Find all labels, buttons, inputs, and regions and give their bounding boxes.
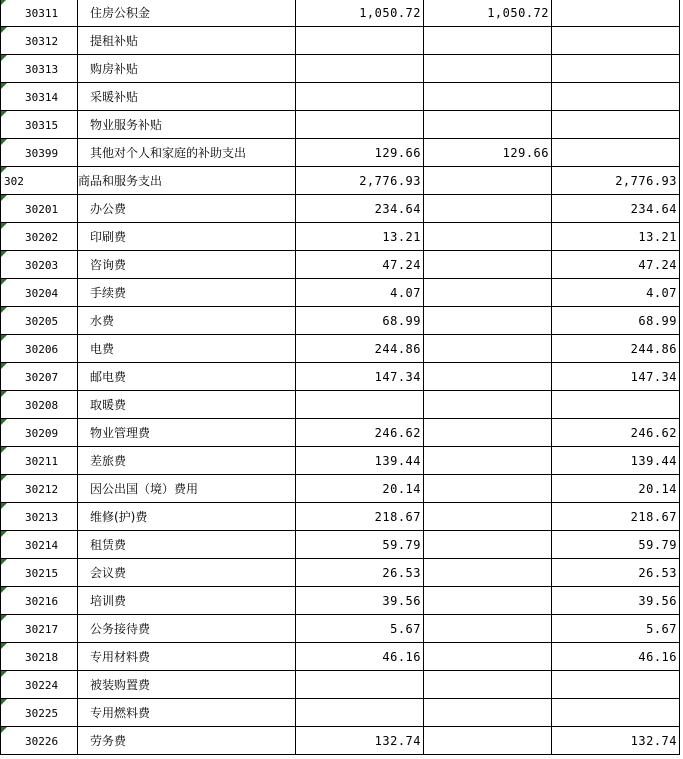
account-name-text: 电费: [90, 342, 115, 356]
amount-basic-cell[interactable]: [424, 475, 552, 503]
amount-project-cell[interactable]: [552, 27, 680, 55]
account-code-text: 30224: [25, 678, 59, 692]
amount-project-cell[interactable]: [552, 0, 680, 27]
table-row: [1, 447, 680, 475]
amount-total-text: 26.53: [382, 565, 421, 580]
amount-total-text: 13.21: [382, 229, 421, 244]
account-name-cell[interactable]: [78, 27, 296, 55]
cell-marker-icon: [1, 447, 7, 453]
account-name-text: 会议费: [90, 566, 127, 580]
amount-project-cell[interactable]: [552, 279, 680, 307]
account-name-cell[interactable]: [78, 195, 296, 223]
amount-total-cell[interactable]: [296, 111, 424, 139]
table-row: [1, 27, 680, 55]
account-code-text: 30205: [25, 314, 59, 328]
account-name-text: 住房公积金: [90, 6, 151, 20]
amount-basic-cell[interactable]: [424, 531, 552, 559]
account-code-cell[interactable]: [1, 251, 78, 279]
amount-project-cell[interactable]: [552, 139, 680, 167]
account-code-text: 30315: [25, 118, 59, 132]
account-name-text: 手续费: [90, 286, 127, 300]
account-name-cell[interactable]: [78, 531, 296, 559]
account-name-text: 培训费: [90, 594, 127, 608]
account-code-text: 30207: [25, 370, 59, 384]
account-code-cell[interactable]: [1, 419, 78, 447]
amount-project-text: 68.99: [638, 313, 677, 328]
amount-project-text: 4.07: [646, 285, 677, 300]
account-name-cell[interactable]: [78, 671, 296, 699]
account-code-text: 30209: [25, 426, 59, 440]
cell-marker-icon: [1, 363, 7, 369]
table-row: [1, 195, 680, 223]
amount-project-cell[interactable]: [552, 503, 680, 531]
amount-basic-cell[interactable]: [424, 335, 552, 363]
account-name-cell[interactable]: [78, 55, 296, 83]
account-name-text: 其他对个人和家庭的补助支出: [90, 146, 247, 160]
account-code-cell[interactable]: [1, 699, 78, 727]
account-code-text: 30202: [25, 230, 59, 244]
amount-basic-text: 1,050.72: [487, 5, 549, 20]
cell-marker-icon: [1, 279, 7, 285]
cell-marker-icon: [1, 0, 7, 5]
amount-total-text: 1,050.72: [359, 5, 421, 20]
amount-project-cell[interactable]: [552, 615, 680, 643]
amount-project-cell[interactable]: [552, 307, 680, 335]
amount-project-text: 20.14: [638, 481, 677, 496]
amount-project-text: 26.53: [638, 565, 677, 580]
amount-basic-cell[interactable]: [424, 615, 552, 643]
amount-basic-cell[interactable]: [424, 559, 552, 587]
account-code-cell[interactable]: [1, 195, 78, 223]
amount-basic-cell[interactable]: [424, 195, 552, 223]
account-code-cell[interactable]: [1, 643, 78, 671]
account-code-cell[interactable]: [1, 447, 78, 475]
amount-project-text: 59.79: [638, 537, 677, 552]
amount-total-text: 246.62: [374, 425, 421, 440]
account-code-text: 302: [4, 174, 24, 188]
amount-total-cell[interactable]: [296, 363, 424, 391]
amount-project-cell[interactable]: [552, 671, 680, 699]
amount-project-text: 244.86: [630, 341, 677, 356]
amount-total-cell[interactable]: [296, 307, 424, 335]
account-name-cell[interactable]: [78, 727, 296, 755]
account-name-cell[interactable]: [78, 559, 296, 587]
table-row: [1, 559, 680, 587]
account-name-cell[interactable]: [78, 167, 296, 195]
account-name-text: 印刷费: [90, 230, 127, 244]
amount-total-text: 20.14: [382, 481, 421, 496]
amount-total-text: 132.74: [374, 733, 421, 748]
amount-project-text: 139.44: [630, 453, 677, 468]
account-name-text: 租赁费: [90, 538, 127, 552]
amount-project-text: 47.24: [638, 257, 677, 272]
account-name-cell[interactable]: [78, 475, 296, 503]
amount-basic-cell[interactable]: [424, 671, 552, 699]
account-code-cell[interactable]: [1, 27, 78, 55]
cell-marker-icon: [1, 27, 7, 33]
amount-basic-cell[interactable]: [424, 587, 552, 615]
table-row: [1, 503, 680, 531]
account-code-cell[interactable]: [1, 391, 78, 419]
table-row: [1, 335, 680, 363]
account-name-cell[interactable]: [78, 307, 296, 335]
account-code-text: 30204: [25, 286, 59, 300]
account-code-cell[interactable]: [1, 0, 78, 27]
account-name-cell[interactable]: [78, 83, 296, 111]
account-code-text: 30208: [25, 398, 59, 412]
account-name-cell[interactable]: [78, 335, 296, 363]
account-code-cell[interactable]: [1, 503, 78, 531]
account-name-cell[interactable]: [78, 447, 296, 475]
account-code-cell[interactable]: [1, 139, 78, 167]
account-code-cell[interactable]: [1, 671, 78, 699]
account-code-cell[interactable]: [1, 615, 78, 643]
account-name-text: 维修(护)费: [90, 510, 148, 524]
cell-marker-icon: [1, 83, 7, 89]
account-code-cell[interactable]: [1, 83, 78, 111]
amount-basic-cell[interactable]: [424, 55, 552, 83]
account-code-cell[interactable]: [1, 587, 78, 615]
amount-total-text: 46.16: [382, 649, 421, 664]
table-row: [1, 643, 680, 671]
amount-project-text: [677, 90, 679, 104]
account-code-cell[interactable]: [1, 55, 78, 83]
cell-marker-icon: [1, 475, 7, 481]
table-row: [1, 0, 680, 27]
account-code-cell[interactable]: [1, 167, 78, 195]
account-name-cell[interactable]: [78, 643, 296, 671]
account-code-cell[interactable]: [1, 727, 78, 755]
cell-marker-icon: [1, 335, 7, 341]
cell-marker-icon: [1, 587, 7, 593]
amount-basic-text: 129.66: [502, 145, 549, 160]
table-row: [1, 111, 680, 139]
amount-total-cell[interactable]: [296, 419, 424, 447]
account-name-text: 办公费: [90, 202, 127, 216]
amount-project-cell[interactable]: [552, 587, 680, 615]
account-code-cell[interactable]: [1, 111, 78, 139]
amount-basic-cell[interactable]: [424, 83, 552, 111]
account-name-cell[interactable]: [78, 503, 296, 531]
account-name-cell[interactable]: [78, 615, 296, 643]
account-code-text: 30226: [25, 734, 59, 748]
account-code-text: 30216: [25, 594, 59, 608]
amount-project-text: 5.67: [646, 621, 677, 636]
cell-marker-icon: [1, 615, 7, 621]
table-row: [1, 307, 680, 335]
table-row: [1, 531, 680, 559]
account-code-text: 30201: [25, 202, 59, 216]
cell-marker-icon: [1, 167, 7, 173]
account-code-cell[interactable]: [1, 307, 78, 335]
amount-total-cell[interactable]: [296, 447, 424, 475]
cell-marker-icon: [1, 699, 7, 705]
table-row: [1, 363, 680, 391]
amount-total-cell[interactable]: [296, 503, 424, 531]
amount-total-cell[interactable]: [296, 0, 424, 27]
account-name-text: 因公出国（境）费用: [90, 482, 199, 496]
table-row: [1, 615, 680, 643]
account-code-cell[interactable]: [1, 279, 78, 307]
amount-total-cell[interactable]: [296, 223, 424, 251]
table-row: [1, 391, 680, 419]
cell-marker-icon: [1, 307, 7, 313]
amount-total-text: 39.56: [382, 593, 421, 608]
amount-project-text: 147.34: [630, 369, 677, 384]
account-name-text: 水费: [90, 314, 115, 328]
cell-marker-icon: [1, 111, 7, 117]
amount-total-cell[interactable]: [296, 195, 424, 223]
amount-total-cell[interactable]: [296, 391, 424, 419]
amount-total-cell[interactable]: [296, 139, 424, 167]
cell-marker-icon: [1, 419, 7, 425]
amount-basic-cell[interactable]: [424, 391, 552, 419]
amount-project-text: 2,776.93: [615, 173, 677, 188]
cell-marker-icon: [1, 531, 7, 537]
account-name-cell[interactable]: [78, 223, 296, 251]
table-row: [1, 727, 680, 755]
amount-total-cell[interactable]: [296, 671, 424, 699]
amount-basic-cell[interactable]: [424, 363, 552, 391]
account-name-cell[interactable]: [78, 0, 296, 27]
account-code-cell[interactable]: [1, 531, 78, 559]
amount-project-text: [677, 62, 679, 76]
account-name-text: 咨询费: [90, 258, 127, 272]
amount-project-text: 246.62: [630, 425, 677, 440]
amount-total-cell[interactable]: [296, 643, 424, 671]
amount-total-cell[interactable]: [296, 727, 424, 755]
amount-project-text: [677, 118, 679, 132]
amount-project-text: [677, 398, 679, 412]
account-code-cell[interactable]: [1, 223, 78, 251]
table-row: [1, 475, 680, 503]
account-name-cell[interactable]: [78, 587, 296, 615]
account-name-text: 邮电费: [90, 370, 127, 384]
account-name-cell[interactable]: [78, 363, 296, 391]
table-row: [1, 55, 680, 83]
account-code-text: 30206: [25, 342, 59, 356]
amount-basic-cell[interactable]: [424, 0, 552, 27]
amount-basic-cell[interactable]: [424, 307, 552, 335]
amount-total-text: 2,776.93: [359, 173, 421, 188]
account-name-text: 提租补贴: [90, 34, 139, 48]
amount-total-text: 68.99: [382, 313, 421, 328]
table-row: [1, 279, 680, 307]
amount-total-cell[interactable]: [296, 587, 424, 615]
account-name-text: 劳务费: [90, 734, 127, 748]
account-name-text: 购房补贴: [90, 62, 139, 76]
amount-project-text: [677, 34, 679, 48]
amount-project-text: [677, 146, 679, 160]
amount-project-cell[interactable]: [552, 559, 680, 587]
amount-project-cell[interactable]: [552, 195, 680, 223]
cell-marker-icon: [1, 251, 7, 257]
account-name-cell[interactable]: [78, 139, 296, 167]
amount-total-cell[interactable]: [296, 27, 424, 55]
amount-project-text: 218.67: [630, 509, 677, 524]
amount-project-cell[interactable]: [552, 111, 680, 139]
amount-total-text: 139.44: [374, 453, 421, 468]
cell-marker-icon: [1, 223, 7, 229]
amount-project-cell[interactable]: [552, 699, 680, 727]
amount-total-cell[interactable]: [296, 559, 424, 587]
account-name-text: 取暖费: [90, 398, 127, 412]
account-code-text: 30311: [25, 6, 59, 20]
amount-project-text: 39.56: [638, 593, 677, 608]
account-name-cell[interactable]: [78, 251, 296, 279]
account-name-text: 公务接待费: [90, 622, 151, 636]
table-row: [1, 251, 680, 279]
cell-marker-icon: [1, 195, 7, 201]
account-name-text: 被装购置费: [90, 678, 151, 692]
table-row: [1, 223, 680, 251]
account-code-text: 30212: [25, 482, 59, 496]
amount-project-cell[interactable]: [552, 363, 680, 391]
amount-project-text: [677, 6, 679, 20]
table-row: [1, 699, 680, 727]
amount-total-text: 234.64: [374, 201, 421, 216]
account-code-text: 30313: [25, 62, 59, 76]
table-row: [1, 419, 680, 447]
account-name-text: 物业管理费: [90, 426, 151, 440]
amount-total-cell[interactable]: [296, 55, 424, 83]
account-code-text: 30215: [25, 566, 59, 580]
account-code-cell[interactable]: [1, 475, 78, 503]
cell-marker-icon: [1, 671, 7, 677]
amount-total-text: 147.34: [374, 369, 421, 384]
account-name-text: 专用材料费: [90, 650, 151, 664]
account-name-cell[interactable]: [78, 111, 296, 139]
amount-basic-cell[interactable]: [424, 447, 552, 475]
account-code-text: 30214: [25, 538, 59, 552]
amount-total-cell[interactable]: [296, 699, 424, 727]
cell-marker-icon: [1, 391, 7, 397]
amount-total-cell[interactable]: [296, 83, 424, 111]
amount-project-cell[interactable]: [552, 223, 680, 251]
amount-basic-cell[interactable]: [424, 223, 552, 251]
amount-basic-cell[interactable]: [424, 167, 552, 195]
amount-project-text: 234.64: [630, 201, 677, 216]
amount-project-text: [677, 678, 679, 692]
cell-marker-icon: [1, 559, 7, 565]
account-code-text: 30213: [25, 510, 59, 524]
amount-total-cell[interactable]: [296, 279, 424, 307]
account-name-text: 物业服务补贴: [90, 118, 163, 132]
amount-project-cell[interactable]: [552, 727, 680, 755]
amount-total-cell[interactable]: [296, 531, 424, 559]
amount-project-cell[interactable]: [552, 531, 680, 559]
amount-project-cell[interactable]: [552, 447, 680, 475]
amount-project-cell[interactable]: [552, 335, 680, 363]
amount-basic-cell[interactable]: [424, 699, 552, 727]
table-body: [1, 0, 680, 755]
cell-marker-icon: [1, 55, 7, 61]
amount-total-cell[interactable]: [296, 251, 424, 279]
cell-marker-icon: [1, 139, 7, 145]
account-name-cell[interactable]: [78, 279, 296, 307]
amount-project-text: 46.16: [638, 649, 677, 664]
amount-project-cell[interactable]: [552, 419, 680, 447]
amount-basic-cell[interactable]: [424, 139, 552, 167]
account-name-cell[interactable]: [78, 391, 296, 419]
amount-basic-cell[interactable]: [424, 419, 552, 447]
amount-project-text: 132.74: [630, 733, 677, 748]
account-name-text: 采暖补贴: [90, 90, 139, 104]
amount-project-text: 13.21: [638, 229, 677, 244]
account-code-cell[interactable]: [1, 335, 78, 363]
account-code-cell[interactable]: [1, 363, 78, 391]
amount-total-cell[interactable]: [296, 615, 424, 643]
account-code-text: 30225: [25, 706, 59, 720]
table-row: [1, 671, 680, 699]
account-code-text: 30217: [25, 622, 59, 636]
amount-project-cell[interactable]: [552, 643, 680, 671]
amount-basic-cell[interactable]: [424, 727, 552, 755]
amount-project-cell[interactable]: [552, 83, 680, 111]
amount-basic-cell[interactable]: [424, 251, 552, 279]
amount-project-cell[interactable]: [552, 55, 680, 83]
amount-total-text: 47.24: [382, 257, 421, 272]
account-name-text: 专用燃料费: [90, 706, 151, 720]
amount-total-text: 129.66: [374, 145, 421, 160]
amount-total-cell[interactable]: [296, 335, 424, 363]
account-code-text: 30314: [25, 90, 59, 104]
amount-project-cell[interactable]: [552, 251, 680, 279]
table-row: [1, 139, 680, 167]
amount-basic-cell[interactable]: [424, 643, 552, 671]
table-row: [1, 587, 680, 615]
account-code-text: 30203: [25, 258, 59, 272]
table-row: [1, 83, 680, 111]
account-code-cell[interactable]: [1, 559, 78, 587]
amount-project-text: [677, 706, 679, 720]
account-name-text: 差旅费: [90, 454, 127, 468]
account-name-text: 商品和服务支出: [78, 174, 163, 188]
cell-marker-icon: [1, 503, 7, 509]
amount-project-cell[interactable]: [552, 475, 680, 503]
account-name-cell[interactable]: [78, 419, 296, 447]
amount-basic-cell[interactable]: [424, 279, 552, 307]
account-code-text: 30211: [25, 454, 59, 468]
amount-basic-cell[interactable]: [424, 503, 552, 531]
amount-project-cell[interactable]: [552, 391, 680, 419]
cell-marker-icon: [1, 643, 7, 649]
amount-total-text: 5.67: [390, 621, 421, 636]
amount-total-cell[interactable]: [296, 475, 424, 503]
account-code-text: 30399: [25, 146, 59, 160]
amount-project-cell[interactable]: [552, 167, 680, 195]
account-code-text: 30312: [25, 34, 59, 48]
cell-marker-icon: [1, 727, 7, 733]
amount-total-cell[interactable]: [296, 167, 424, 195]
account-name-cell[interactable]: [78, 699, 296, 727]
amount-total-text: 59.79: [382, 537, 421, 552]
amount-total-text: 4.07: [390, 285, 421, 300]
table-row: [1, 167, 680, 195]
amount-total-text: 244.86: [374, 341, 421, 356]
amount-basic-cell[interactable]: [424, 27, 552, 55]
account-code-text: 30218: [25, 650, 59, 664]
amount-basic-cell[interactable]: [424, 111, 552, 139]
amount-total-text: 218.67: [374, 509, 421, 524]
